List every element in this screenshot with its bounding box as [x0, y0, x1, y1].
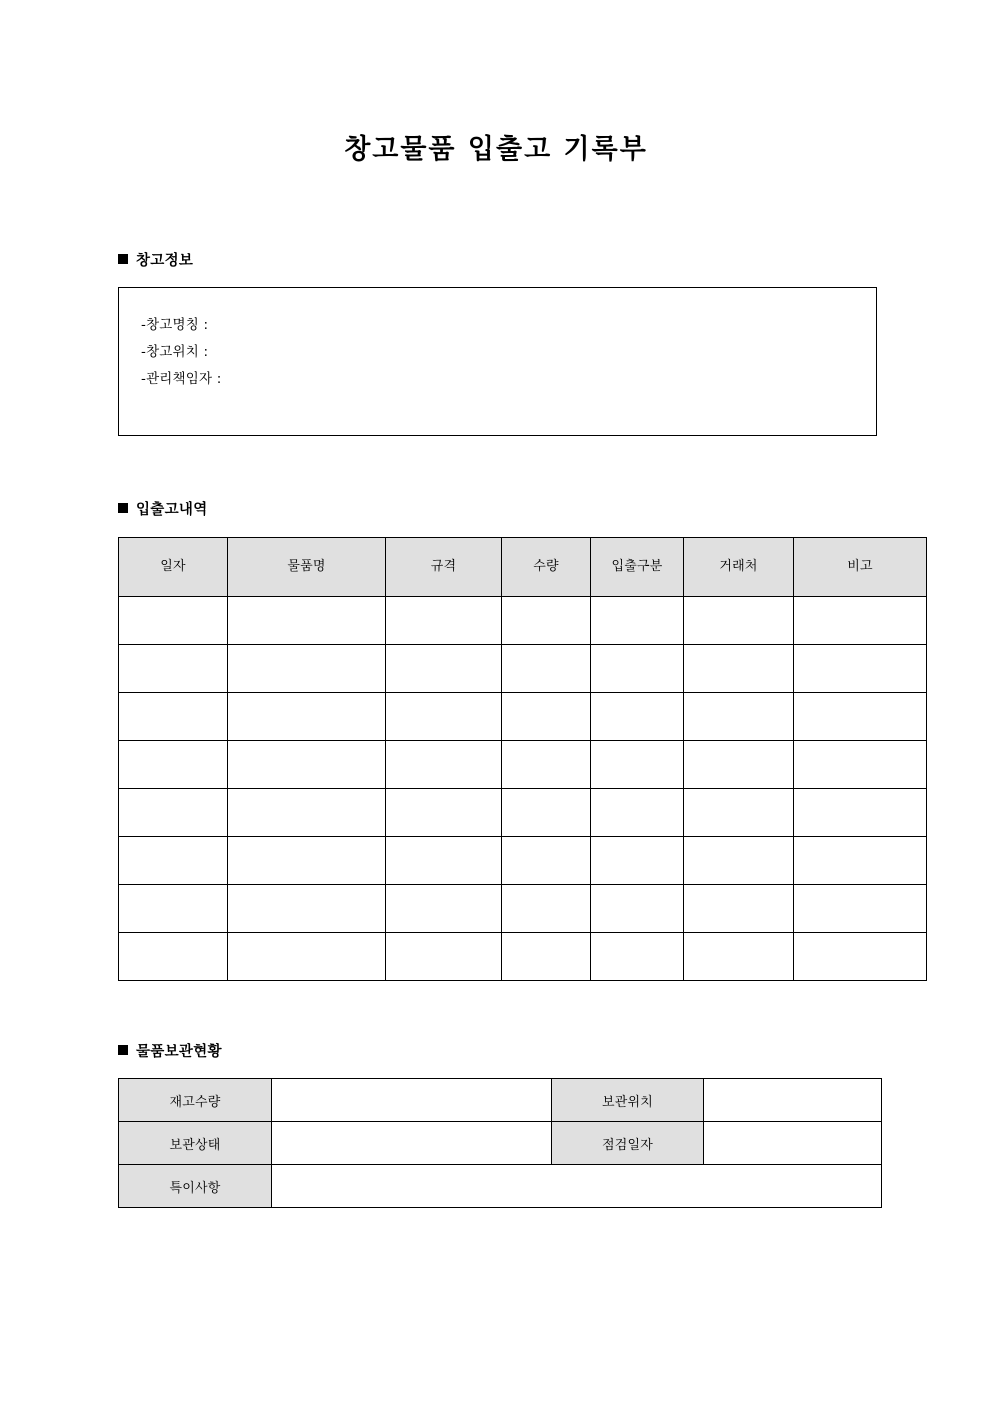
cell-note[interactable]: [794, 933, 927, 981]
cell-item[interactable]: [228, 933, 386, 981]
table-row: [119, 1079, 882, 1122]
table-row: [119, 1122, 882, 1165]
cell-note[interactable]: [794, 885, 927, 933]
section-heading-label: 물품보관현황: [136, 1044, 222, 1060]
inout-log-table: [118, 537, 927, 981]
cell-spec[interactable]: [386, 597, 502, 645]
cell-quantity[interactable]: [502, 933, 591, 981]
cell-partner[interactable]: [684, 645, 794, 693]
field-warehouse-manager[interactable]: -관리책임자 :: [141, 371, 222, 387]
cell-partner[interactable]: [684, 885, 794, 933]
cell-inout-type[interactable]: [591, 837, 684, 885]
cell-partner[interactable]: [684, 597, 794, 645]
cell-spec[interactable]: [386, 837, 502, 885]
cell-inout-type[interactable]: [591, 885, 684, 933]
cell-date[interactable]: [119, 693, 228, 741]
cell-item[interactable]: [228, 789, 386, 837]
warehouse-info-box: [118, 287, 877, 436]
log-header-row: [119, 538, 927, 597]
section-heading-label: 입출고내역: [136, 502, 208, 518]
label-remarks: 특이사항: [119, 1165, 272, 1208]
table-row: [119, 789, 927, 837]
cell-quantity[interactable]: [502, 597, 591, 645]
cell-note[interactable]: [794, 645, 927, 693]
warehouse-info-fields: [119, 288, 876, 393]
cell-date[interactable]: [119, 789, 228, 837]
table-row: [119, 741, 927, 789]
col-header-note: 비고: [794, 538, 927, 597]
cell-date[interactable]: [119, 933, 228, 981]
cell-partner[interactable]: [684, 741, 794, 789]
col-header-item: 물품명: [228, 538, 386, 597]
label-inspection-date: 점검일자: [552, 1122, 704, 1165]
value-stock-quantity[interactable]: [272, 1079, 552, 1122]
table-row: [119, 837, 927, 885]
section-heading-warehouse-info: [118, 251, 193, 271]
cell-spec[interactable]: [386, 645, 502, 693]
log-table-body: [119, 597, 927, 981]
col-header-spec: 규격: [386, 538, 502, 597]
cell-spec[interactable]: [386, 885, 502, 933]
cell-item[interactable]: [228, 645, 386, 693]
cell-inout-type[interactable]: [591, 645, 684, 693]
cell-note[interactable]: [794, 741, 927, 789]
cell-item[interactable]: [228, 885, 386, 933]
label-storage-condition: 보관상태: [119, 1122, 272, 1165]
log-table-head: [119, 538, 927, 597]
table-row: [119, 1165, 882, 1208]
section-heading-storage-status: [118, 1042, 222, 1062]
cell-spec[interactable]: [386, 693, 502, 741]
cell-spec[interactable]: [386, 789, 502, 837]
cell-note[interactable]: [794, 837, 927, 885]
square-bullet-icon: [118, 254, 128, 264]
cell-inout-type[interactable]: [591, 597, 684, 645]
field-warehouse-name[interactable]: -창고명칭 :: [141, 317, 209, 333]
section-heading-label: 창고정보: [136, 253, 194, 269]
table-row: [119, 693, 927, 741]
cell-quantity[interactable]: [502, 645, 591, 693]
cell-date[interactable]: [119, 645, 228, 693]
cell-quantity[interactable]: [502, 885, 591, 933]
value-remarks[interactable]: [272, 1165, 882, 1208]
col-header-date: 일자: [119, 538, 228, 597]
cell-date[interactable]: [119, 741, 228, 789]
table-row: [119, 597, 927, 645]
cell-note[interactable]: [794, 597, 927, 645]
cell-item[interactable]: [228, 837, 386, 885]
col-header-partner: 거래처: [684, 538, 794, 597]
cell-date[interactable]: [119, 597, 228, 645]
cell-note[interactable]: [794, 693, 927, 741]
table-row: [119, 885, 927, 933]
label-stock-quantity: 재고수량: [119, 1079, 272, 1122]
square-bullet-icon: [118, 1045, 128, 1055]
label-storage-location: 보관위치: [552, 1079, 704, 1122]
table-row: [119, 933, 927, 981]
cell-spec[interactable]: [386, 741, 502, 789]
page-title: 창고물품 입출고 기록부: [344, 134, 648, 165]
cell-inout-type[interactable]: [591, 741, 684, 789]
value-inspection-date[interactable]: [704, 1122, 882, 1165]
cell-partner[interactable]: [684, 693, 794, 741]
cell-item[interactable]: [228, 741, 386, 789]
cell-quantity[interactable]: [502, 837, 591, 885]
value-storage-condition[interactable]: [272, 1122, 552, 1165]
col-header-inout-type: 입출구분: [591, 538, 684, 597]
cell-item[interactable]: [228, 693, 386, 741]
storage-status-table: [118, 1078, 882, 1208]
section-heading-log: [118, 500, 208, 520]
cell-date[interactable]: [119, 885, 228, 933]
cell-inout-type[interactable]: [591, 789, 684, 837]
cell-quantity[interactable]: [502, 789, 591, 837]
col-header-quantity: 수량: [502, 538, 591, 597]
square-bullet-icon: [118, 503, 128, 513]
cell-inout-type[interactable]: [591, 933, 684, 981]
cell-spec[interactable]: [386, 933, 502, 981]
cell-quantity[interactable]: [502, 741, 591, 789]
cell-date[interactable]: [119, 837, 228, 885]
field-warehouse-location[interactable]: -창고위치 :: [141, 344, 209, 360]
cell-partner[interactable]: [684, 789, 794, 837]
cell-partner[interactable]: [684, 837, 794, 885]
table-row: [119, 645, 927, 693]
value-storage-location[interactable]: [704, 1079, 882, 1122]
storage-status-body: [119, 1079, 882, 1208]
cell-partner[interactable]: [684, 933, 794, 981]
cell-quantity[interactable]: [502, 693, 591, 741]
cell-note[interactable]: [794, 789, 927, 837]
cell-item[interactable]: [228, 597, 386, 645]
cell-inout-type[interactable]: [591, 693, 684, 741]
